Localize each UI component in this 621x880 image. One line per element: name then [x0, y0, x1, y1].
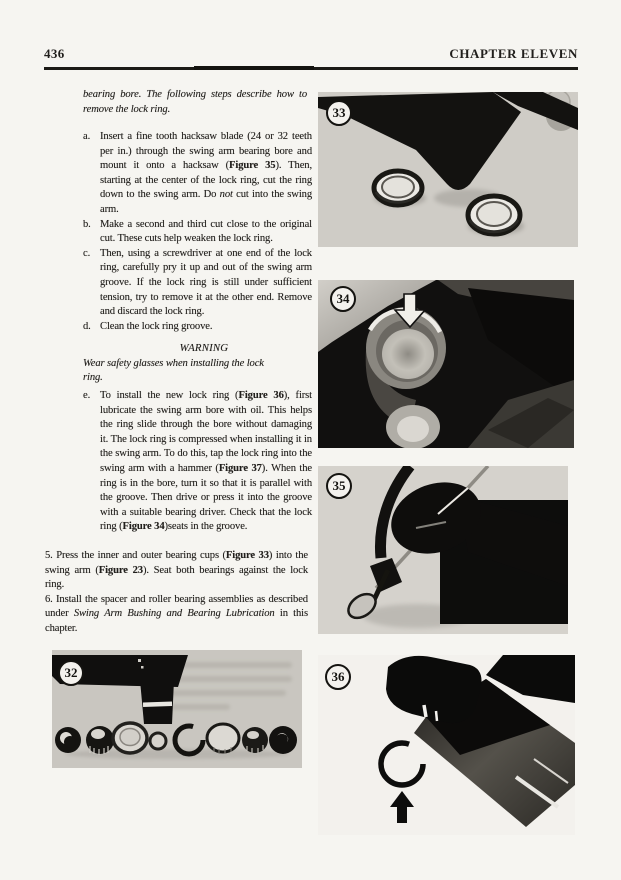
figure-number-badge: 36 — [325, 664, 351, 690]
bearing-cup-ring — [374, 171, 422, 205]
figure-36-photo — [318, 655, 575, 835]
figure-32-photo — [52, 650, 302, 768]
lower-bearing-bore — [386, 405, 440, 448]
step-a-label: a. — [83, 131, 91, 142]
figure-35-photo — [318, 466, 568, 634]
figure-number-badge: 34 — [330, 286, 356, 312]
numbered-step-list — [45, 549, 308, 637]
step-b-text: Make a second and third cut close to the original cut. These cuts help weaken the lock ring. — [100, 218, 312, 245]
figure-number-badge: 32 — [58, 660, 84, 686]
intro-paragraph: bearing bore. The following steps describe how to remove the lock ring. — [83, 89, 307, 115]
roller-bearing — [242, 727, 268, 753]
step-b-label: b. — [83, 218, 91, 230]
step-b — [45, 218, 312, 247]
lettered-step-list — [45, 130, 312, 334]
step-e — [45, 389, 312, 535]
step-e-text: To install the new lock ring (Figure 36), first lubricate the swing arm bore with oil. This helps the ring slide through the bore without damaging it. The lock ring is compressed when installing it in the swing arm. To do this, tap the lock ring into the swing arm with a hammer (Figure 37). When the ring is in the bore, turn it so that it is parallel with the groove. Then drive or press it into the groove with a suitable bearing driver. Check that the lock ring (Figure 34)seats in the groove. — [100, 390, 312, 533]
bearing-race — [113, 723, 147, 753]
step-5: 5. Press the inner and outer bearing cups (Figure 33) into the swing arm (Figure 23). Seat both bearings against the lock ring. — [45, 550, 308, 591]
warning-title: WARNING — [179, 342, 229, 354]
figure-number-badge: 33 — [326, 100, 352, 126]
page-number: 436 — [44, 46, 65, 61]
bore-hole — [382, 329, 434, 379]
bearing-race — [207, 724, 239, 754]
warning-block — [83, 341, 307, 386]
figure-34 — [318, 280, 574, 448]
step-e-label: e. — [83, 390, 91, 401]
header-rule — [44, 67, 578, 70]
figure-number-badge: 35 — [326, 473, 352, 499]
warning-text: Wear safety glasses when installing the lock ring. — [83, 357, 264, 384]
step-e-block — [45, 389, 312, 535]
figure-34-photo — [318, 280, 574, 448]
chapter-header: CHAPTER ELEVEN — [449, 46, 578, 61]
figure-35 — [318, 466, 568, 634]
figure-36 — [318, 655, 575, 835]
step-a-text: Insert a fine tooth hacksaw blade (24 or 32 teeth per in.) through the swing arm bearing bore and mount it onto a hacksaw (Figure 35). Then, starting at the center of the lock ring, cut the ring down to the swing arm. Do not cut into the swing arm. — [100, 131, 312, 215]
bearing-cup-ring — [468, 196, 520, 234]
step-c — [45, 247, 312, 320]
step-d — [45, 320, 312, 335]
o-ring — [150, 733, 166, 749]
step-6: 6. Install the spacer and roller bearing assemblies as described under Swing Arm Bushing and Bearing Lubrication in this chapter. — [45, 593, 308, 634]
step-c-text: Then, using a screwdriver at one end of the lock ring, carefully pry it up and out of the swing arm groove. If the lock ring is still under sufficient tension, try to remove it at the other end. Remove and discard the lock ring. — [100, 247, 312, 318]
step-d-label: d. — [83, 320, 91, 332]
step-d-text: Clean the lock ring groove. — [100, 320, 213, 332]
figure-32 — [52, 650, 302, 768]
step-a — [45, 130, 312, 218]
dust-seal — [55, 727, 81, 753]
figure-33-photo — [318, 92, 578, 247]
figure-33 — [318, 92, 578, 247]
dust-cover — [269, 726, 297, 754]
step-c-label: c. — [83, 247, 91, 259]
